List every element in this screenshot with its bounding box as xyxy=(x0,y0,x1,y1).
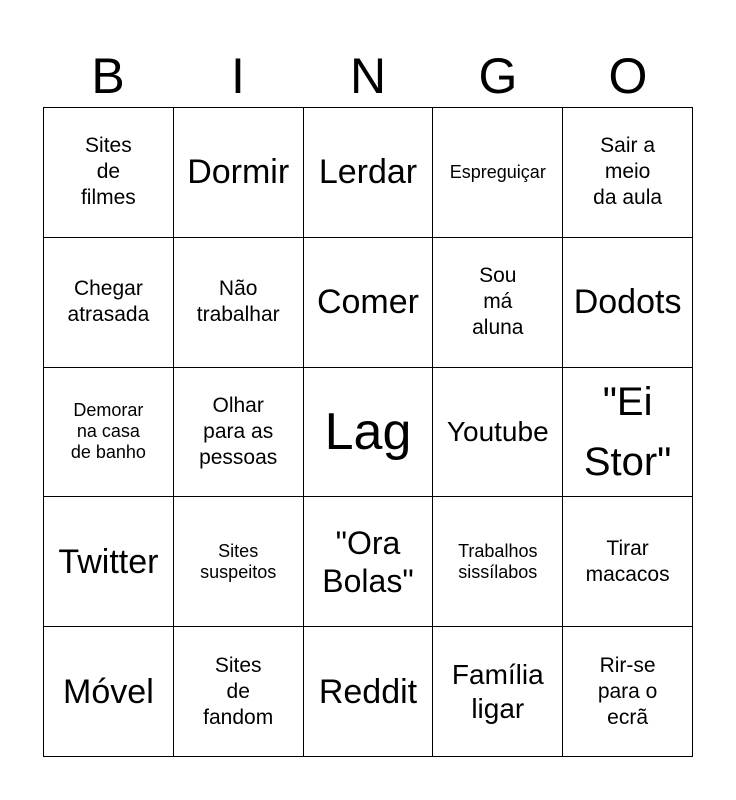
cell-text: Comer xyxy=(316,283,419,322)
cell-text: Reddit xyxy=(318,672,418,711)
bingo-cell xyxy=(174,238,304,368)
bingo-cell xyxy=(563,627,693,757)
bingo-cell xyxy=(44,368,174,498)
bingo-cell xyxy=(304,108,434,238)
bingo-cell xyxy=(44,497,174,627)
cell-text: Sites de fandom xyxy=(203,653,274,729)
bingo-cell xyxy=(174,627,304,757)
bingo-cell xyxy=(433,238,563,368)
bingo-cell xyxy=(304,368,434,498)
cell-text: Móvel xyxy=(63,672,154,711)
cell-text: Demorar na casa de banho xyxy=(70,400,146,463)
cell-text: Tirar macacos xyxy=(585,536,670,586)
bingo-cell xyxy=(563,497,693,627)
bingo-cell xyxy=(433,627,563,757)
header-letter-o: O xyxy=(608,48,648,104)
header-letter-b: B xyxy=(91,48,125,104)
bingo-cell xyxy=(174,497,304,627)
bingo-cell xyxy=(174,368,304,498)
bingo-cell xyxy=(433,368,563,498)
cell-text: Dormir xyxy=(187,153,290,192)
cell-text: Trabalhos sissílabos xyxy=(458,540,538,582)
bingo-cell xyxy=(433,497,563,627)
header-letter-n: N xyxy=(349,48,387,104)
bingo-cell xyxy=(304,627,434,757)
cell-text: Não trabalhar xyxy=(196,277,280,327)
header-letter-g: G xyxy=(478,48,518,104)
bingo-header xyxy=(43,45,693,107)
cell-text: Espreguiçar xyxy=(449,161,546,182)
cell-text: Youtube xyxy=(446,415,549,447)
cell-text: Olhar para as pessoas xyxy=(199,393,278,469)
bingo-cell xyxy=(44,627,174,757)
cell-text: "Ora Bolas" xyxy=(322,524,414,599)
cell-text: Família ligar xyxy=(451,658,544,724)
cell-text: Twitter xyxy=(58,542,159,581)
bingo-grid xyxy=(43,107,693,757)
bingo-cell xyxy=(304,238,434,368)
bingo-cell xyxy=(563,368,693,498)
bingo-cell xyxy=(433,108,563,238)
cell-text: Rir-se para o ecrã xyxy=(597,653,658,729)
bingo-cell xyxy=(44,108,174,238)
cell-text: Sites suspeitos xyxy=(200,540,277,582)
cell-text: Dodots xyxy=(573,283,682,322)
header-letter-i: I xyxy=(231,48,245,104)
cell-text: Sou má aluna xyxy=(472,264,524,340)
cell-text: Lag xyxy=(324,402,412,461)
cell-text: Sites de filmes xyxy=(80,134,136,210)
bingo-cell xyxy=(304,497,434,627)
cell-text: Lerdar xyxy=(318,153,418,192)
bingo-cell xyxy=(44,238,174,368)
cell-text: Sair a meio da aula xyxy=(593,134,663,210)
cell-text: Chegar atrasada xyxy=(67,277,150,327)
cell-text: "Ei Stor" xyxy=(583,379,672,484)
bingo-cell xyxy=(563,238,693,368)
bingo-cell xyxy=(174,108,304,238)
bingo-cell xyxy=(563,108,693,238)
